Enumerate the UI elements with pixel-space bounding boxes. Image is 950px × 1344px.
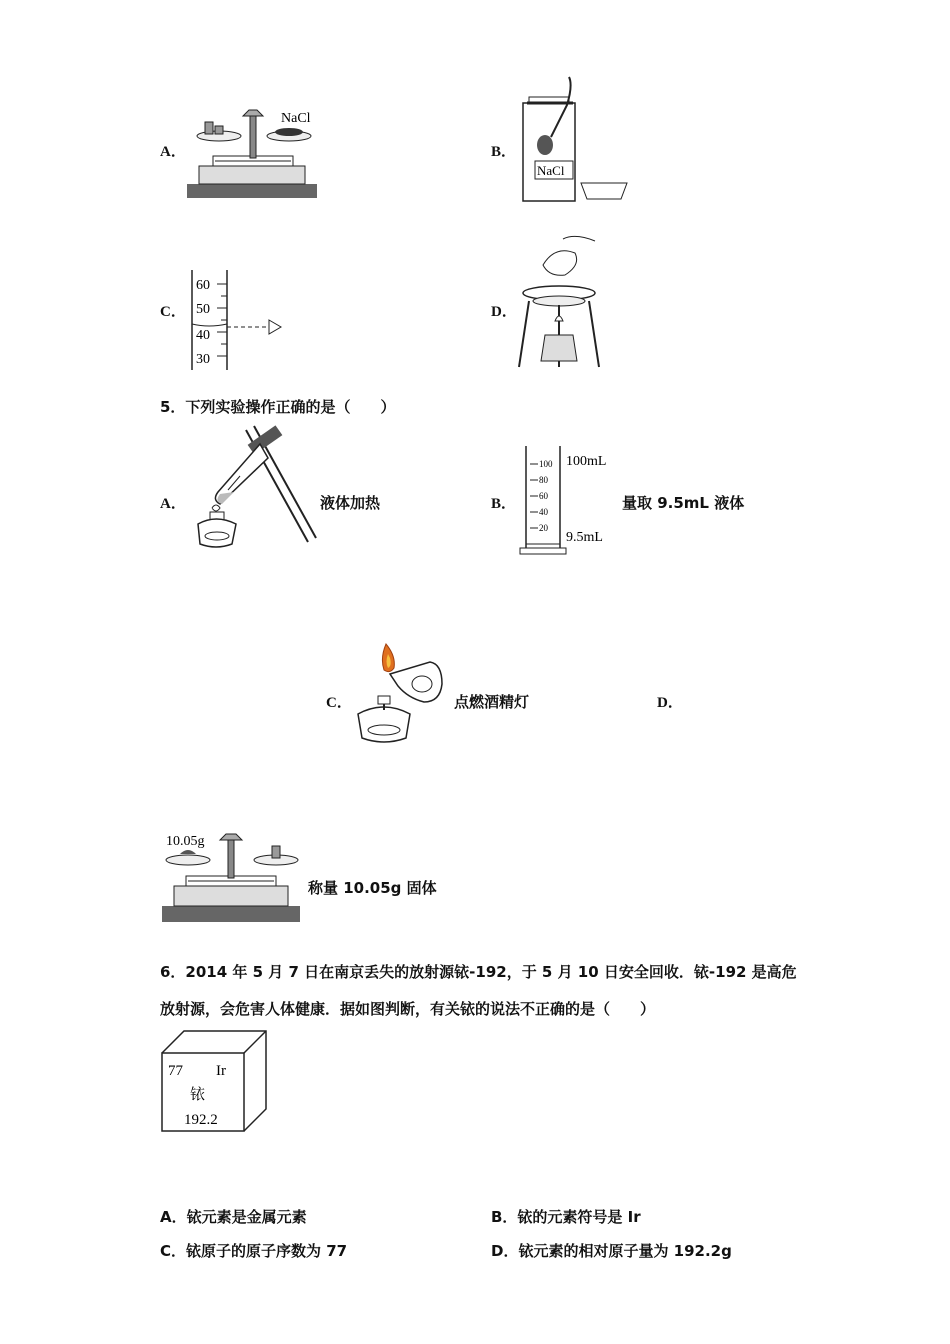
q4-reagent-bottle-figure [515,75,635,205]
element-card-figure [158,1027,270,1135]
q5-option-c-caption: 点燃酒精灯 [454,693,530,711]
element-name: 铱 [190,1087,206,1103]
q5-liquid-heating-figure [188,424,318,554]
q5-cylinder-tick: 100 [539,459,553,469]
q6-option-c: C．铱原子的原子序数为 77 [160,1242,348,1260]
q5-measuring-cylinder-figure [518,440,618,558]
q4-evaporation-figure [515,235,605,370]
q4-tick: 40 [196,328,210,343]
q5-cylinder-tick: 40 [539,507,548,517]
q5-cylinder-tick: 20 [539,523,548,533]
q6-option-d: D．铱元素的相对原子量为 192.2g [491,1242,732,1260]
q5-cylinder-volume: 9.5mL [566,530,603,545]
q4-option-c-label: C． [160,304,186,320]
q6-option-a: A．铱元素是金属元素 [160,1208,307,1226]
q4-balance-figure [185,106,335,204]
q4-balance-label: NaCl [281,111,311,126]
q5-cylinder-tick: 80 [539,475,548,485]
q4-cylinder-reading-figure [187,270,287,370]
q4-tick: 50 [196,302,210,317]
q4-option-d-label: D． [491,304,517,320]
q6-question-line-2: 放射源，会危害人体健康．据如图判断，有关铱的说法不正确的是（ ） [160,1000,656,1018]
q6-question-line-1: 6．2014 年 5 月 7 日在南京丢失的放射源铱-192，于 5 月 10 日安全回收．铱-192 是高危 [160,963,797,981]
q4-bottle-label: NaCl [537,163,565,178]
q5-lamp-lighting-figure [350,640,450,748]
q5-cylinder-capacity: 100mL [566,454,607,469]
q5-option-a-caption: 液体加热 [320,494,381,512]
q5-option-d-label: D． [657,695,683,711]
q4-option-a-label: A． [160,144,186,160]
q5-weighing-mass: 10.05g [166,834,205,849]
q5-option-b-caption: 量取 9.5mL 液体 [622,494,745,512]
element-symbol: Ir [216,1063,226,1079]
q5-question-title: 5．下列实验操作正确的是（ ） [160,398,396,416]
q5-option-a-label: A． [160,496,186,512]
element-atomic-number: 77 [168,1063,183,1079]
q4-tick: 60 [196,278,210,293]
q5-option-d-caption: 称量 10.05g 固体 [308,879,437,897]
q4-tick: 30 [196,352,210,367]
element-atomic-mass: 192.2 [184,1112,218,1128]
q5-option-b-label: B． [491,496,517,512]
q4-option-b-label: B． [491,144,517,160]
q5-cylinder-tick: 60 [539,491,548,501]
q5-option-c-label: C． [326,695,352,711]
q6-option-b: B．铱的元素符号是 Ir [491,1208,641,1226]
q5-weighing-figure [160,828,305,926]
